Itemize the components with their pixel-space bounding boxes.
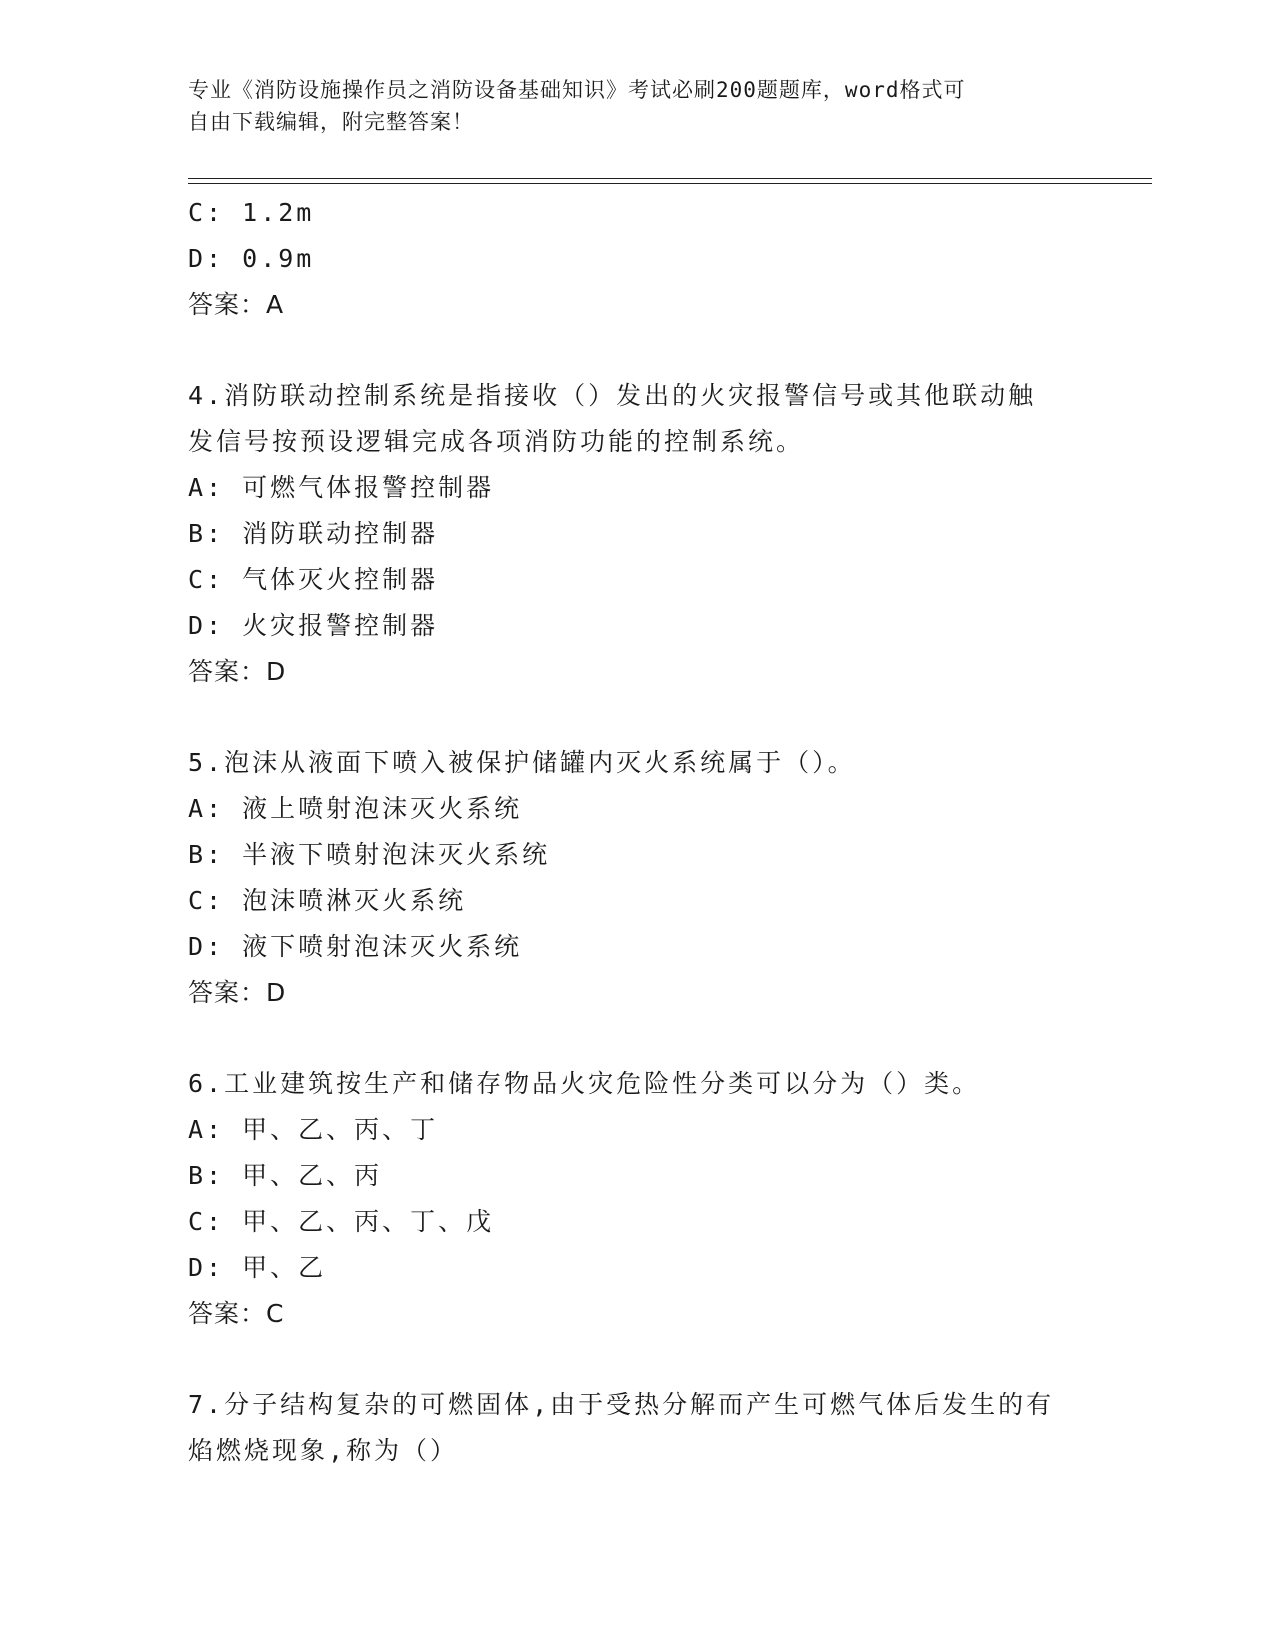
answer: 答案：D bbox=[188, 978, 287, 1007]
header-divider-top bbox=[188, 178, 1152, 179]
header-divider-bottom bbox=[188, 183, 1152, 184]
option-c: C: 甲、乙、丙、丁、戊 bbox=[188, 1207, 495, 1236]
question-stem: 发信号按预设逻辑完成各项消防功能的控制系统。 bbox=[188, 427, 805, 456]
option-b: B: 甲、乙、丙 bbox=[188, 1161, 383, 1190]
header-line-2: 自由下载编辑，附完整答案！ bbox=[188, 110, 474, 134]
answer: 答案：A bbox=[188, 290, 285, 319]
option-d: D: 火灾报警控制器 bbox=[188, 611, 439, 640]
option-c: C: 气体灭火控制器 bbox=[188, 565, 439, 594]
question-stem: 4.消防联动控制系统是指接收（）发出的火灾报警信号或其他联动触 bbox=[188, 381, 1037, 410]
question-stem: 7.分子结构复杂的可燃固体,由于受热分解而产生可燃气体后发生的有 bbox=[188, 1390, 1055, 1419]
option-b: B: 半液下喷射泡沫灭火系统 bbox=[188, 840, 551, 869]
question-5 bbox=[188, 740, 1088, 1016]
option-c: C: 1.2m bbox=[188, 198, 315, 227]
document-header bbox=[188, 74, 1088, 138]
question-4 bbox=[188, 373, 1088, 695]
question-stem: 焰燃烧现象,称为（） bbox=[188, 1436, 459, 1465]
option-b: B: 消防联动控制器 bbox=[188, 519, 439, 548]
option-a: A: 可燃气体报警控制器 bbox=[188, 473, 495, 502]
answer: 答案：C bbox=[188, 1299, 285, 1328]
question-6 bbox=[188, 1061, 1088, 1337]
question-stem: 5.泡沫从液面下喷入被保护储罐内灭火系统属于（）。 bbox=[188, 748, 856, 777]
option-a: A: 液上喷射泡沫灭火系统 bbox=[188, 794, 523, 823]
question-7 bbox=[188, 1382, 1088, 1474]
option-d: D: 0.9m bbox=[188, 244, 315, 273]
question-list bbox=[188, 190, 1088, 1474]
option-d: D: 液下喷射泡沫灭火系统 bbox=[188, 932, 523, 961]
option-a: A: 甲、乙、丙、丁 bbox=[188, 1115, 439, 1144]
option-d: D: 甲、乙 bbox=[188, 1253, 327, 1282]
header-line-1: 专业《消防设施操作员之消防设备基础知识》考试必刷200题题库，word格式可 bbox=[188, 78, 966, 102]
option-c: C: 泡沫喷淋灭火系统 bbox=[188, 886, 467, 915]
answer: 答案：D bbox=[188, 657, 287, 686]
question-stem: 6.工业建筑按生产和储存物品火灾危险性分类可以分为（）类。 bbox=[188, 1069, 981, 1098]
question-3-tail bbox=[188, 190, 1088, 328]
